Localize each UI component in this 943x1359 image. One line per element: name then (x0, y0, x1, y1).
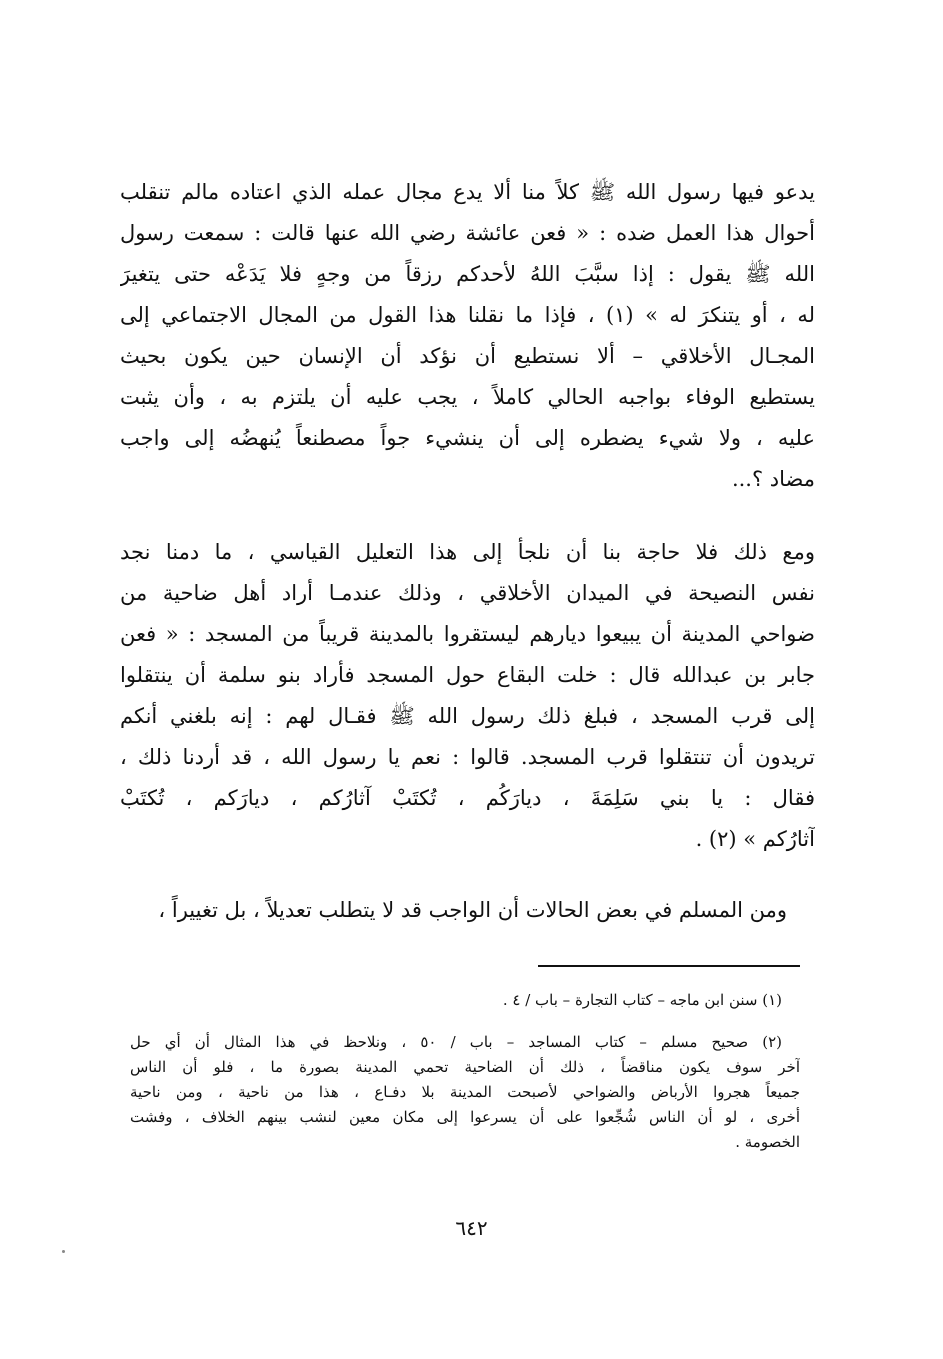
page-number: ٦٤٢ (455, 1216, 488, 1240)
text-line: عليه ، ولا شيء يضطره إلى أن ينشيء جواً مصطنعاً يُنهضُه إلى واجب (120, 426, 815, 450)
footnote-line: أخرى ، لو أن الناس شُجِّعوا على أن يسرعوا إلى مكان معين لنشب بينهم الخلاف ، وفشت (130, 1108, 800, 1126)
text-line: نفس النصيحة في الميدان الأخلاقي ، وذلك عندمـا أراد أهل ضاحية من (120, 581, 815, 605)
footnote-separator (538, 965, 800, 967)
text-line: المجـال الأخلاقي – ألا نستطيع أن نؤكد أن الإنسان حين يكون بحيث (120, 344, 815, 368)
text-line: إلى قرب المسجد ، فبلغ ذلك رسول الله ﷺ فقـال لهم : إنه بلغني أنكم (120, 704, 815, 728)
text-line: ومع ذلك فلا حاجة بنا أن نلجأ إلى هذا التعليل القياسي ، ما دمنا نجد (120, 540, 815, 564)
text-line: يستطيع الوفاء بواجبه الحالي كاملاً ، يجب عليه أن يلتزم به ، وأن يثبت (120, 385, 815, 409)
text-line: ضواحي المدينة أن يبيعوا ديارهم ليستقروا بالمدينة قريباً من المسجد : « فعن (120, 622, 815, 646)
text-line: له ، أو يتنكرَ له » (١) ، فإذا ما نقلنا هذا القول من المجال الاجتماعي إلى (120, 303, 815, 327)
text-line: الله ﷺ يقول : إذا سبَّبَ اللهُ لأحدكم رزقاً من وجهٍ فلا يَدَعْه حتى يتغيرَ (120, 262, 815, 286)
text-line: أحوال هذا العمل ضده : « فعن عائشة رضي الله عنها قالت : سمعت رسول (120, 221, 815, 245)
footnote-line: (١) سنن ابن ماجه – كتاب التجارة – باب / ٤ . (502, 991, 782, 1009)
text-line: ومن المسلم في بعض الحالات أن الواجب قد لا يتطلب تعديلاً ، بل تغييراً ، (158, 898, 787, 922)
text-line: يدعو فيها رسول الله ﷺ كلاً منا ألا يدع مجال عمله الذي اعتاده مالم تنقلب (120, 180, 815, 204)
footnote-line: جميعاً هجروا الأرباض والضواحي لأصبحت المدينة بلا دفـاع ، هذا من ناحية ، ومن ناحية (130, 1083, 800, 1101)
text-line: تريدون أن تنتقلوا قرب المسجد. قالوا : نعم يا رسول الله ، قد أردنا ذلك ، (120, 745, 815, 769)
text-line: مضاد ؟... (731, 467, 815, 491)
footnote-line: آخر سوف يكون مناقضاً ، ذلك أن الضاحية تحمي المدينة بصورة ما ، فلو أن الناس (130, 1058, 800, 1076)
text-line: آثارُكم » (٢) . (695, 827, 815, 851)
footnote-line: (٢) صحيح مسلم – كتاب المساجد – باب / ٥٠ ، ونلاحظ في هذا المثال أن أي حل (130, 1033, 782, 1051)
footnote-line: الخصومة . (735, 1133, 800, 1151)
scan-speck (62, 1250, 65, 1253)
text-line: جابر بن عبدالله قال : خلت البقاع حول المسجد فأراد بنو سلمة أن ينتقلوا (120, 663, 815, 687)
text-line: فقال : يا بني سَلِمَةَ ، ديارَكُم ، تُكتَبْ آثارُكم ، ديارَكم ، تُكتَبْ (120, 786, 815, 810)
